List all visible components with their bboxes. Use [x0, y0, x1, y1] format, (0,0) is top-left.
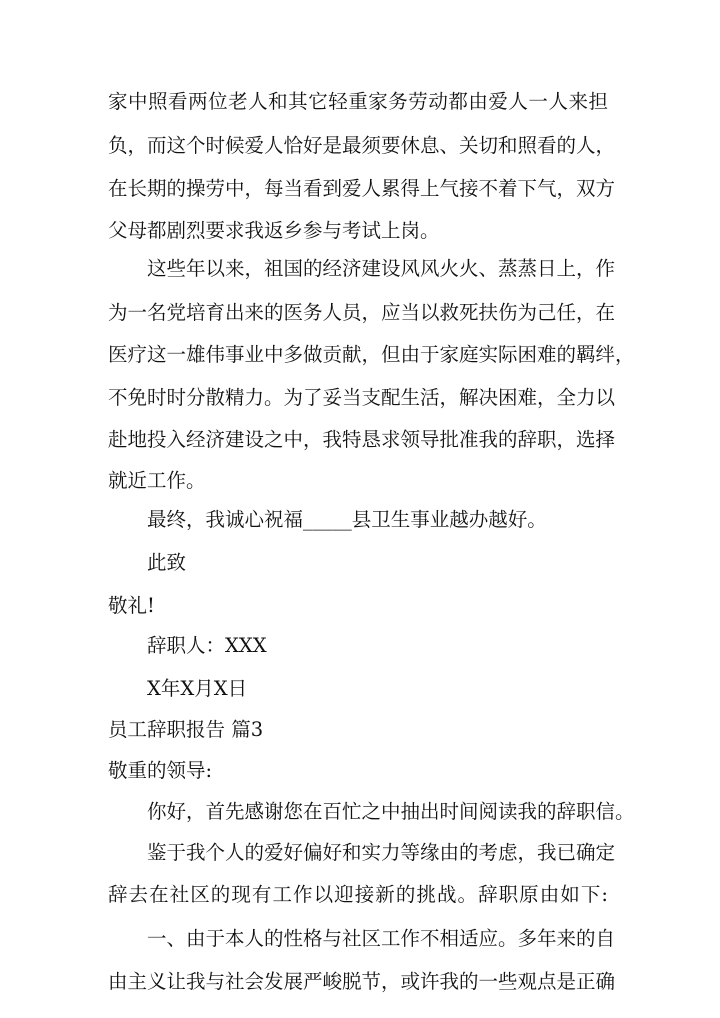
paragraph-first-line: 这些年以来，祖国的经济建设风风火火、蒸蒸日上，作 [147, 257, 616, 280]
text-line: 不免时时分散精力。为了妥当支配生活，解决困难，全力以 [108, 386, 616, 409]
resigner-name: 辞职人：XXX [147, 634, 267, 657]
closing-wish: 最终，我诚心祝福_____县卫生事业越办越好。 [147, 508, 547, 531]
text-line: 为一名党培育出来的医务人员，应当以救死扶伤为己任，在 [108, 301, 616, 324]
text-line: 父母都剧烈要求我返乡参与考试上岗。 [108, 219, 440, 242]
letter-greeting: 敬重的领导: [108, 759, 213, 782]
section-heading: 员工辞职报告 篇3 [108, 718, 264, 741]
text-line: 辞去在社区的现有工作以迎接新的挑战。辞职原由如下: [108, 883, 608, 906]
text-line: 就近工作。 [108, 469, 206, 492]
paragraph-first-line: 一、由于本人的性格与社区工作不相适应。多年来的自 [147, 927, 616, 950]
text-line: 由主义让我与社会发展严峻脱节，或许我的一些观点是正确 [108, 970, 616, 993]
text-line: 负，而这个时候爱人恰好是最须要休息、关切和照看的人， [108, 134, 616, 157]
paragraph-first-line: 你好，首先感谢您在百忙之中抽出时间阅读我的辞职信。 [147, 800, 635, 823]
salutation-jing-li: 敬礼! [108, 594, 155, 617]
paragraph-first-line: 鉴于我个人的爱好偏好和实力等缘由的考虑，我已确定 [147, 841, 616, 864]
salutation-ci-zhi: 此致 [147, 551, 187, 574]
text-line: 在长期的操劳中，每当看到爱人累得上气接不着下气，双方 [108, 177, 616, 200]
signature-date: X年X月X日 [147, 677, 248, 700]
text-line: 家中照看两位老人和其它轻重家务劳动都由爱人一人来担 [108, 90, 608, 113]
text-line: 医疗这一雄伟事业中多做贡献，但由于家庭实际困难的羁绊， [108, 343, 635, 366]
text-line: 赴地投入经济建设之中，我特恳求领导批准我的辞职，选择 [108, 428, 616, 451]
